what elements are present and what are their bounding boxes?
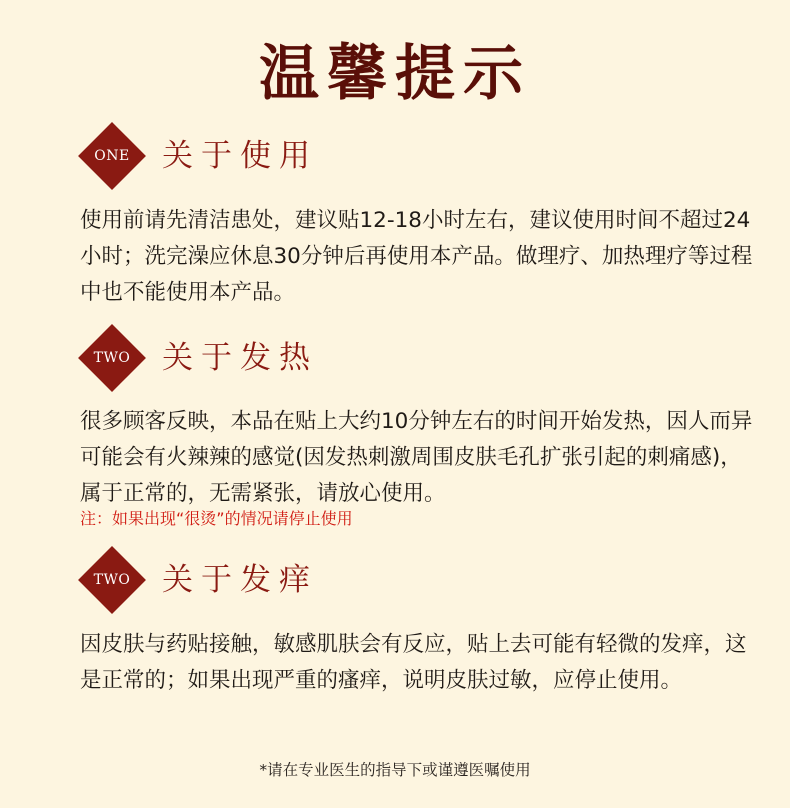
section-header-usage xyxy=(80,124,680,188)
section-badge: TWO xyxy=(93,572,131,588)
section-body: 很多顾客反映，本品在贴上大约10分钟左右的时间开始发热，因人而异可能会有火辣辣的感觉(因发热刺激周围皮肤毛孔扩张引起的刺痛感)，属于正常的，无需紧张，请放心使用。 xyxy=(80,409,753,506)
section-body: 使用前请先清洁患处，建议贴12-18小时左右，建议使用时间不超过24小时；洗完澡应休息30分钟后再使用本产品。做理疗、加热理疗等过程中也不能使用本产品。 xyxy=(80,208,753,305)
section-header-heat xyxy=(80,326,680,390)
section-title: 关于发热 xyxy=(162,340,318,376)
section-title: 关于使用 xyxy=(162,138,318,174)
warning-note: 注：如果出现“很烫”的情况请停止使用 xyxy=(80,509,353,528)
page-title: 温馨提示 xyxy=(259,39,531,109)
section-header-itch xyxy=(80,548,680,612)
footer-note: *请在专业医生的指导下或谨遵医嘱使用 xyxy=(259,761,531,779)
section-title: 关于发痒 xyxy=(162,562,318,598)
section-badge: TWO xyxy=(93,350,131,366)
section-body: 因皮肤与药贴接触，敏感肌肤会有反应，贴上去可能有轻微的发痒，这是正常的；如果出现严重的瘙痒，说明皮肤过敏，应停止使用。 xyxy=(80,632,747,693)
section-badge: ONE xyxy=(94,148,130,164)
